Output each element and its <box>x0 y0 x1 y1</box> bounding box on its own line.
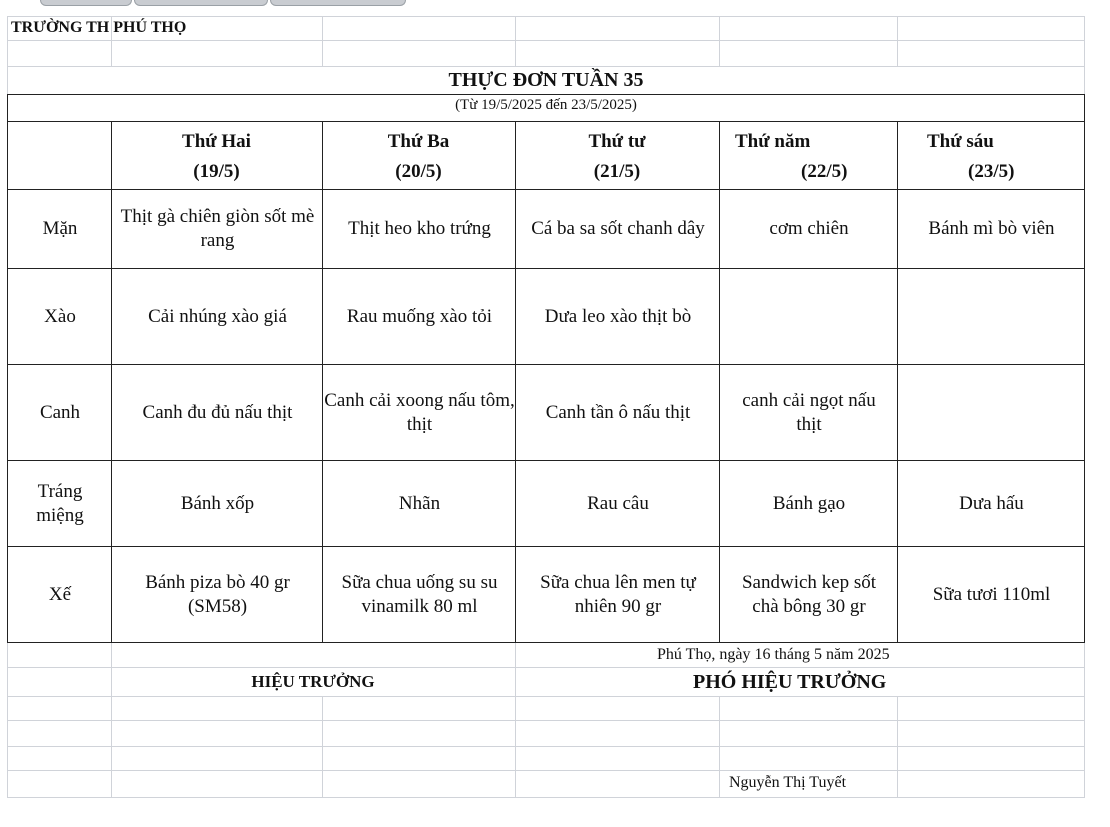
menu-cell: Sữa tươi 110ml <box>932 583 1051 605</box>
top-tab-3[interactable] <box>270 0 406 6</box>
day-name: Thứ sáu <box>927 131 994 152</box>
spreadsheet-grid <box>7 16 1085 798</box>
day-header-thu <box>719 127 897 187</box>
row-label-man: Mặn <box>42 218 78 239</box>
day-date: (23/5) <box>968 161 1015 182</box>
day-name: Thứ Ba <box>387 131 450 152</box>
day-name: Thứ năm <box>735 131 811 152</box>
day-header-tue <box>322 127 515 187</box>
menu-subtitle: (Từ 19/5/2025 đến 23/5/2025) <box>455 97 637 113</box>
day-date: (19/5) <box>193 161 240 182</box>
menu-cell: Thịt gà chiên giòn sốt mè rang <box>120 206 315 251</box>
row-label-xe: Xế <box>48 583 72 605</box>
vice-principal-name: Nguyễn Thị Tuyết <box>729 774 847 791</box>
menu-cell: Dưa hấu <box>959 492 1024 514</box>
menu-cell: Cá ba sa sốt chanh dây <box>531 218 705 239</box>
menu-cell: Sữa chua uống su su vinamilk 80 ml <box>341 571 498 617</box>
menu-cell: canh cải ngọt nấu thịt <box>742 389 876 435</box>
menu-cell: Bánh piza bò 40 gr (SM58) <box>145 571 290 617</box>
principal-title: HIỆU TRƯỞNG <box>251 672 375 691</box>
day-header-wed <box>515 127 719 187</box>
menu-cell: Rau muống xào tỏi <box>346 305 493 327</box>
menu-cell: Sandwich kep sốt chà bông 30 gr <box>741 571 877 617</box>
day-date: (21/5) <box>593 161 641 182</box>
menu-cell: Sữa chua lên men tự nhiên 90 gr <box>540 571 696 617</box>
row-label-xao: Xào <box>44 305 76 327</box>
day-date: (22/5) <box>801 161 848 182</box>
school-name: TRƯỜNG TH PHÚ THỌ <box>11 19 187 36</box>
day-header-mon <box>111 127 322 187</box>
menu-cell: Canh đu đủ nấu thịt <box>142 401 293 423</box>
day-header-fri <box>897 127 1084 187</box>
menu-title: THỰC ĐƠN TUẦN 35 <box>448 69 644 91</box>
menu-cell: cơm chiên <box>769 218 849 239</box>
menu-cell: Rau câu <box>587 492 649 514</box>
menu-cell <box>721 269 897 364</box>
menu-cell: Bánh gạo <box>772 492 846 514</box>
menu-cell: Dưa leo xào thịt bò <box>544 305 692 327</box>
menu-cell: Nhãn <box>398 492 441 514</box>
top-tab-2[interactable] <box>134 0 268 6</box>
window-top-strip <box>0 0 1110 8</box>
menu-cell: Thịt heo kho trứng <box>348 218 491 239</box>
menu-cell: Cải nhúng xào giá <box>148 305 287 327</box>
menu-cell: Bánh mì bò viên <box>928 218 1055 239</box>
menu-cell: Bánh xốp <box>180 492 255 514</box>
date-line: Phú Thọ, ngày 16 tháng 5 năm 2025 <box>657 646 890 663</box>
vice-principal-title: PHÓ HIỆU TRƯỞNG <box>693 671 887 693</box>
menu-cell: Canh cải xoong nấu tôm, thịt <box>324 389 515 435</box>
day-date: (20/5) <box>395 161 442 182</box>
day-name: Thứ Hai <box>182 131 251 152</box>
day-name: Thứ tư <box>588 131 646 152</box>
row-label-trang-mieng: Tráng miệng <box>36 480 84 526</box>
row-label-canh: Canh <box>39 401 81 423</box>
menu-cell <box>899 365 1084 460</box>
menu-cell: Canh tần ô nấu thịt <box>545 401 691 423</box>
top-tab-1[interactable] <box>40 0 132 6</box>
menu-cell <box>899 269 1084 364</box>
